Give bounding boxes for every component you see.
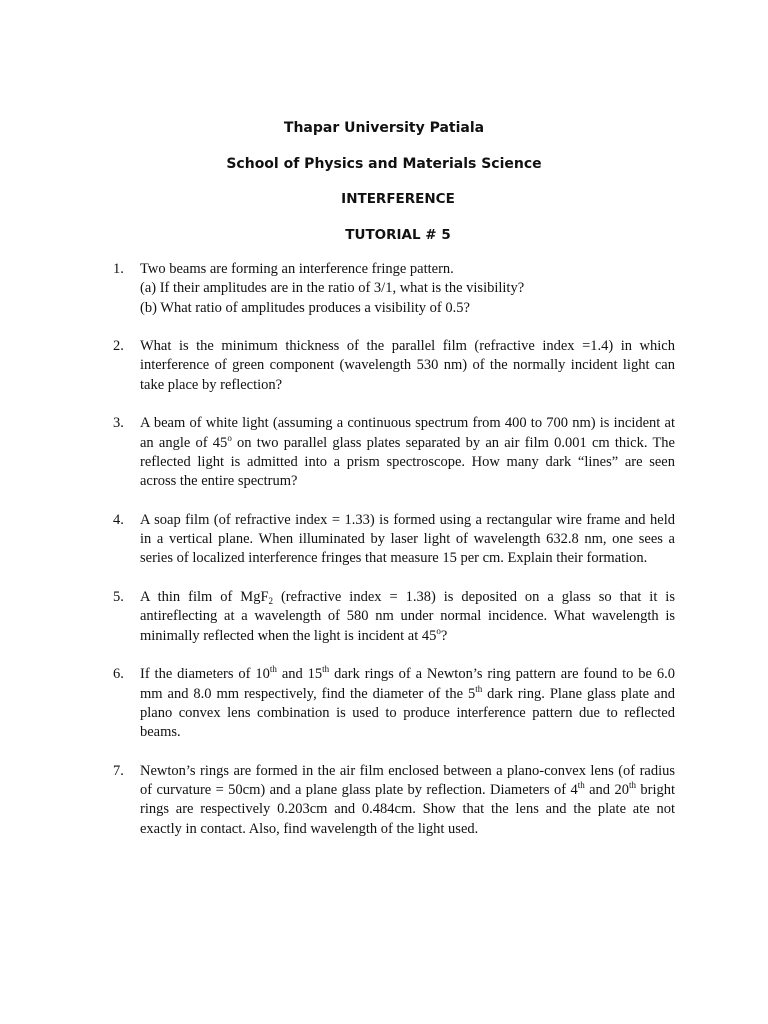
superscript: th	[475, 683, 483, 694]
question-4	[113, 511, 675, 569]
question-number: 6.	[113, 666, 124, 683]
text-segment: A beam of white light (assuming a continuous spectrum from 400 to 700 nm) is incident at an angle of 45	[140, 415, 675, 451]
question-number: 4.	[113, 511, 124, 528]
tutorial-heading: TUTORIAL # 5	[345, 227, 451, 243]
text-segment: If the diameters of 10	[140, 666, 270, 683]
text-segment: dark rings of a Newton’s ring pattern are found to be 6.0 mm and 8.0 mm respectively, find the diameter of the 5	[140, 666, 676, 702]
question-number: 2.	[113, 338, 124, 355]
school-heading: School of Physics and Materials Science	[226, 156, 542, 172]
text-segment: dark ring. Plane glass plate and plano convex lens combination is used to produce interference pattern due to reflected beams.	[140, 685, 675, 741]
question-5	[113, 588, 675, 646]
text-segment: on two parallel glass plates separated by an air film 0.001 cm thick. The reflected light is admitted into a prism spectroscope. How many dark “lines” are seen across the entire spectrum?	[140, 434, 675, 490]
question-3	[113, 414, 675, 491]
text-segment: and 15	[276, 666, 323, 683]
question-text	[140, 260, 675, 318]
question-1	[113, 260, 675, 318]
subscript: 2	[268, 596, 274, 607]
question-text	[140, 762, 675, 839]
text-segment: ?	[440, 627, 448, 644]
question-stem: Two beams are forming an interference fringe pattern.	[140, 261, 454, 277]
superscript: o	[227, 432, 232, 443]
superscript: th	[322, 664, 330, 675]
question-part-b: (b) What ratio of amplitudes produces a visibility of 0.5?	[140, 299, 470, 316]
question-text	[140, 588, 675, 646]
text-segment: A thin film of MgF	[140, 589, 269, 606]
question-text	[140, 665, 675, 742]
question-number: 7.	[113, 762, 124, 779]
text-segment: bright rings are respectively 0.203cm and 0.484cm. Show that the lens and the plate ate not exactly in contact. Also, find wavelength of the light used.	[140, 782, 675, 837]
question-number: 5.	[113, 589, 124, 606]
question-text: A soap film (of refractive index = 1.33) is formed using a rectangular wire frame and held in a vertical plane. When illuminated by laser light of wavelength 632.8 nm, one sees a series of localized interference fringes that measure 15 per cm. Explain their formation.	[140, 511, 675, 567]
topic-heading: INTERFERENCE	[341, 191, 455, 207]
question-6	[113, 665, 675, 742]
text-segment: Newton’s rings are formed in the air film enclosed between a plano-convex lens (of radius of curvature = 50cm) and a plane glass plate by reflection. Diameters of 4	[140, 762, 675, 799]
question-number: 3.	[113, 415, 124, 432]
question-7	[113, 762, 675, 839]
question-text: What is the minimum thickness of the parallel film (refractive index =1.4) in which interference of green component (wavelength 530 nm) of the normally incident light can take place by reflection?	[140, 338, 675, 393]
text-segment: and 20	[584, 782, 629, 799]
question-text	[140, 414, 675, 491]
university-heading: Thapar University Patiala	[283, 120, 485, 136]
text-segment: (refractive index = 1.38) is deposited on a glass so that it is antireflecting at a wavelength of 580 nm under normal incidence. What wavelength is minimally reflected when the light is incident at 45	[140, 589, 675, 644]
question-number: 1.	[113, 261, 124, 277]
question-list	[113, 260, 675, 858]
question-part-a: (a) If their amplitudes are in the ratio of 3/1, what is the visibility?	[140, 280, 525, 297]
question-2	[113, 337, 675, 395]
superscript: th	[269, 664, 277, 675]
superscript: th	[577, 780, 585, 791]
superscript: o	[436, 625, 441, 636]
superscript: th	[628, 780, 636, 791]
